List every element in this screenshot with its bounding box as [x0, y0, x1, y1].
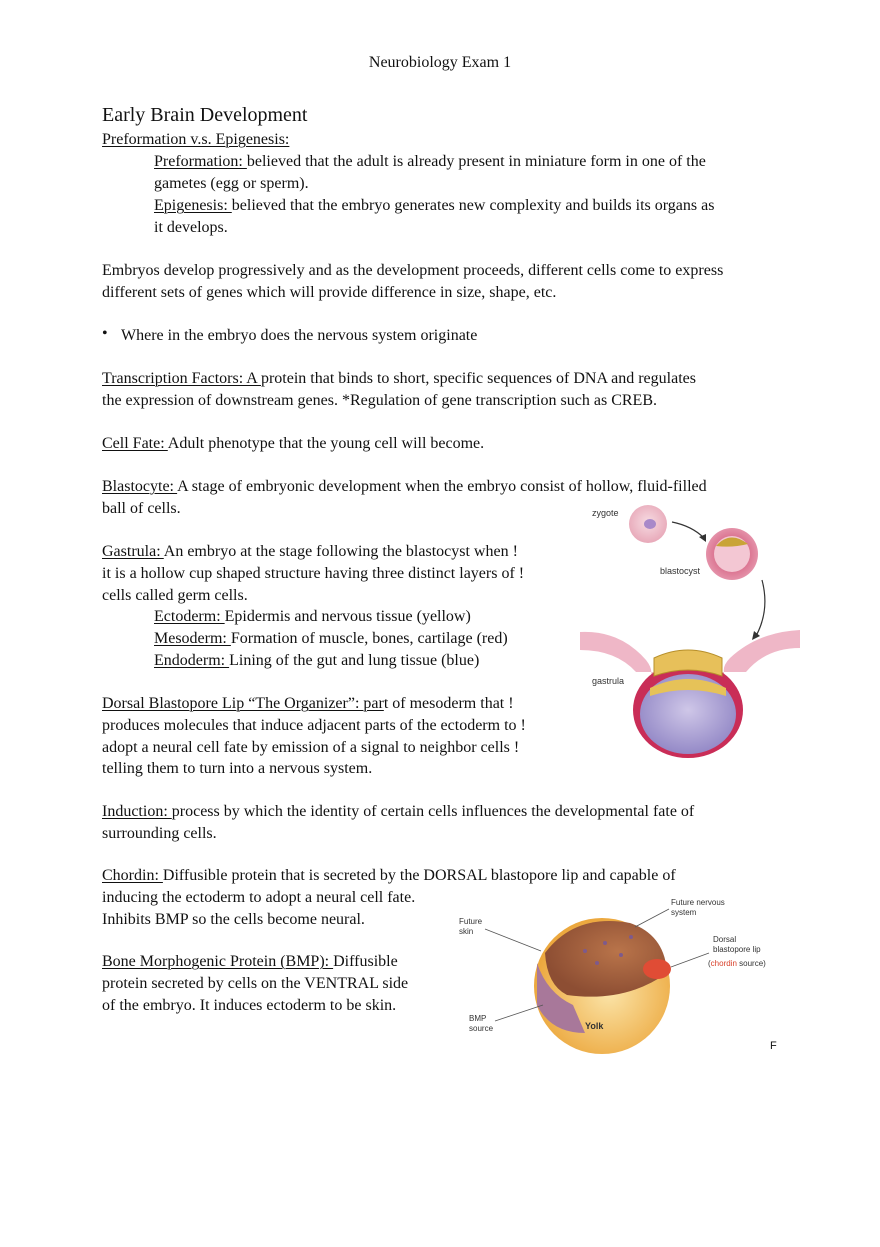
gastrula-cont2: cells called germ cells.	[102, 587, 248, 604]
endoderm-definition	[154, 650, 479, 672]
bmp-chordin-figure	[455, 893, 790, 1058]
zygote-nucleus	[644, 519, 656, 529]
text: Adult phenotype that the young cell will become.	[167, 435, 485, 452]
text: believed that the adult is already present in miniature form in one of the	[246, 153, 706, 170]
dot	[583, 949, 587, 953]
leader-line	[671, 953, 709, 967]
blastocyte-definition	[102, 476, 707, 498]
text: protein that binds to short, specific sequences of DNA and regulates	[260, 370, 696, 387]
label-future-nervous-system-2: system	[671, 908, 697, 917]
chordin-word: chordin	[710, 959, 737, 968]
chordin-cont2: Inhibits BMP so the cells become neural.	[102, 911, 365, 928]
text: Lining of the gut and lung tissue (blue)	[229, 652, 480, 669]
text: Diffusible protein that is secreted by the DORSAL blastopore lip and capable of	[162, 867, 676, 884]
label-blastopore-lip: blastopore lip	[713, 945, 761, 954]
paren: (	[708, 959, 711, 968]
term-gastrula: Gastrula:	[102, 543, 164, 560]
bmp-cont1: protein secreted by cells on the VENTRAL side	[102, 975, 409, 992]
label-dorsal: Dorsal	[713, 935, 737, 944]
label-gastrula: gastrula	[592, 676, 625, 686]
page-title: Early Brain Development	[102, 104, 308, 126]
preformation-definition	[154, 151, 706, 173]
dot	[629, 935, 633, 939]
blastocyte-cont: ball of cells.	[102, 500, 181, 517]
embryos-paragraph-line1: Embryos develop progressively and as the development proceeds, different cells come to express	[102, 262, 724, 279]
term-blastocyte: Blastocyte:	[102, 478, 178, 495]
embryo-development-figure	[580, 500, 800, 770]
term-chordin: Chordin:	[102, 867, 163, 884]
epigenesis-definition	[154, 195, 714, 217]
leader-line	[635, 909, 669, 927]
dorsal-cont2: adopt a neural cell fate by emission of a signal to neighbor cells !	[102, 739, 520, 756]
bmp-definition	[102, 951, 398, 973]
gastrula-cont1: it is a hollow cup shaped structure having three distinct layers of !	[102, 565, 525, 582]
label-zygote: zygote	[592, 508, 619, 518]
arrow-blastocyst-to-gastrula	[756, 580, 765, 636]
figure-corner-mark: F	[770, 1040, 777, 1052]
leader-line	[485, 929, 541, 951]
section-heading-preformation: Preformation v.s. Epigenesis:	[102, 131, 290, 148]
dorsal-cont3: telling them to turn into a nervous system.	[102, 760, 373, 777]
bullet-icon: •	[102, 325, 108, 342]
chordin-definition	[102, 865, 676, 887]
dot	[619, 953, 623, 957]
induction-cont: surrounding cells.	[102, 825, 217, 842]
term-ectoderm: Ectoderm:	[154, 608, 225, 625]
term-endoderm: Endoderm:	[154, 652, 230, 669]
gastrula-definition	[102, 541, 518, 563]
induction-definition	[102, 801, 694, 823]
text: t of mesoderm that !	[383, 695, 514, 712]
cell-fate-definition	[102, 433, 484, 455]
epigenesis-definition-cont: it develops.	[154, 219, 228, 236]
label-blastocyst: blastocyst	[660, 566, 701, 576]
dot	[595, 961, 599, 965]
dot	[603, 941, 607, 945]
term-induction: Induction:	[102, 803, 172, 820]
text: believed that the embryo generates new complexity and builds its organs as	[231, 197, 715, 214]
label-yolk: Yolk	[585, 1021, 604, 1031]
term-bmp: Bone Morphogenic Protein (BMP):	[102, 953, 334, 970]
text: Formation of muscle, bones, cartilage (red)	[230, 630, 508, 647]
embryos-paragraph-line2: different sets of genes which will provide difference in size, shape, etc.	[102, 284, 557, 301]
term-transcription-factors: Transcription Factors: A	[102, 370, 261, 387]
label-chordin-source	[708, 959, 766, 968]
text: process by which the identity of certain cells influences the developmental fate of	[171, 803, 695, 820]
term-epigenesis: Epigenesis:	[154, 197, 232, 214]
mesoderm-definition	[154, 628, 508, 650]
label-future-nervous-system: Future nervous	[671, 898, 725, 907]
term-dorsal-blastopore-lip: Dorsal Blastopore Lip “The Organizer”: par	[102, 695, 384, 712]
text: A stage of embryonic development when the embryo consist of hollow, fluid-filled	[177, 478, 707, 495]
text: Epidermis and nervous tissue (yellow)	[224, 608, 471, 625]
ectoderm-definition	[154, 606, 471, 628]
label-bmp: BMP	[469, 1014, 487, 1023]
term-cell-fate: Cell Fate:	[102, 435, 168, 452]
label-future-skin-2: skin	[459, 927, 474, 936]
dorsal-blastopore-definition	[102, 693, 514, 715]
dorsal-lip-region	[643, 959, 671, 979]
page-header: Neurobiology Exam 1	[368, 54, 512, 71]
label-future-skin: Future	[459, 917, 483, 926]
preformation-definition-cont: gametes (egg or sperm).	[154, 175, 309, 192]
text: An embryo at the stage following the blastocyst when !	[163, 543, 518, 560]
chordin-cont1: inducing the ectoderm to adopt a neural cell fate.	[102, 889, 416, 906]
term-preformation: Preformation:	[154, 153, 247, 170]
bmp-cont2: of the embryo. It induces ectoderm to be skin.	[102, 997, 397, 1014]
arrow-head	[752, 631, 760, 640]
label-bmp-source: source	[469, 1024, 494, 1033]
arrow-zygote-to-blastocyst	[672, 522, 704, 538]
source-word: source)	[736, 959, 766, 968]
transcription-factors-definition	[102, 368, 696, 390]
text: Diffusible	[333, 953, 398, 970]
dorsal-cont1: produces molecules that induce adjacent parts of the ectoderm to !	[102, 717, 526, 734]
transcription-factors-cont: the expression of downstream genes. *Regulation of gene transcription such as CREB.	[102, 392, 657, 409]
term-mesoderm: Mesoderm:	[154, 630, 231, 647]
leader-line	[495, 1005, 543, 1021]
bullet-text: Where in the embryo does the nervous system originate	[121, 327, 478, 344]
